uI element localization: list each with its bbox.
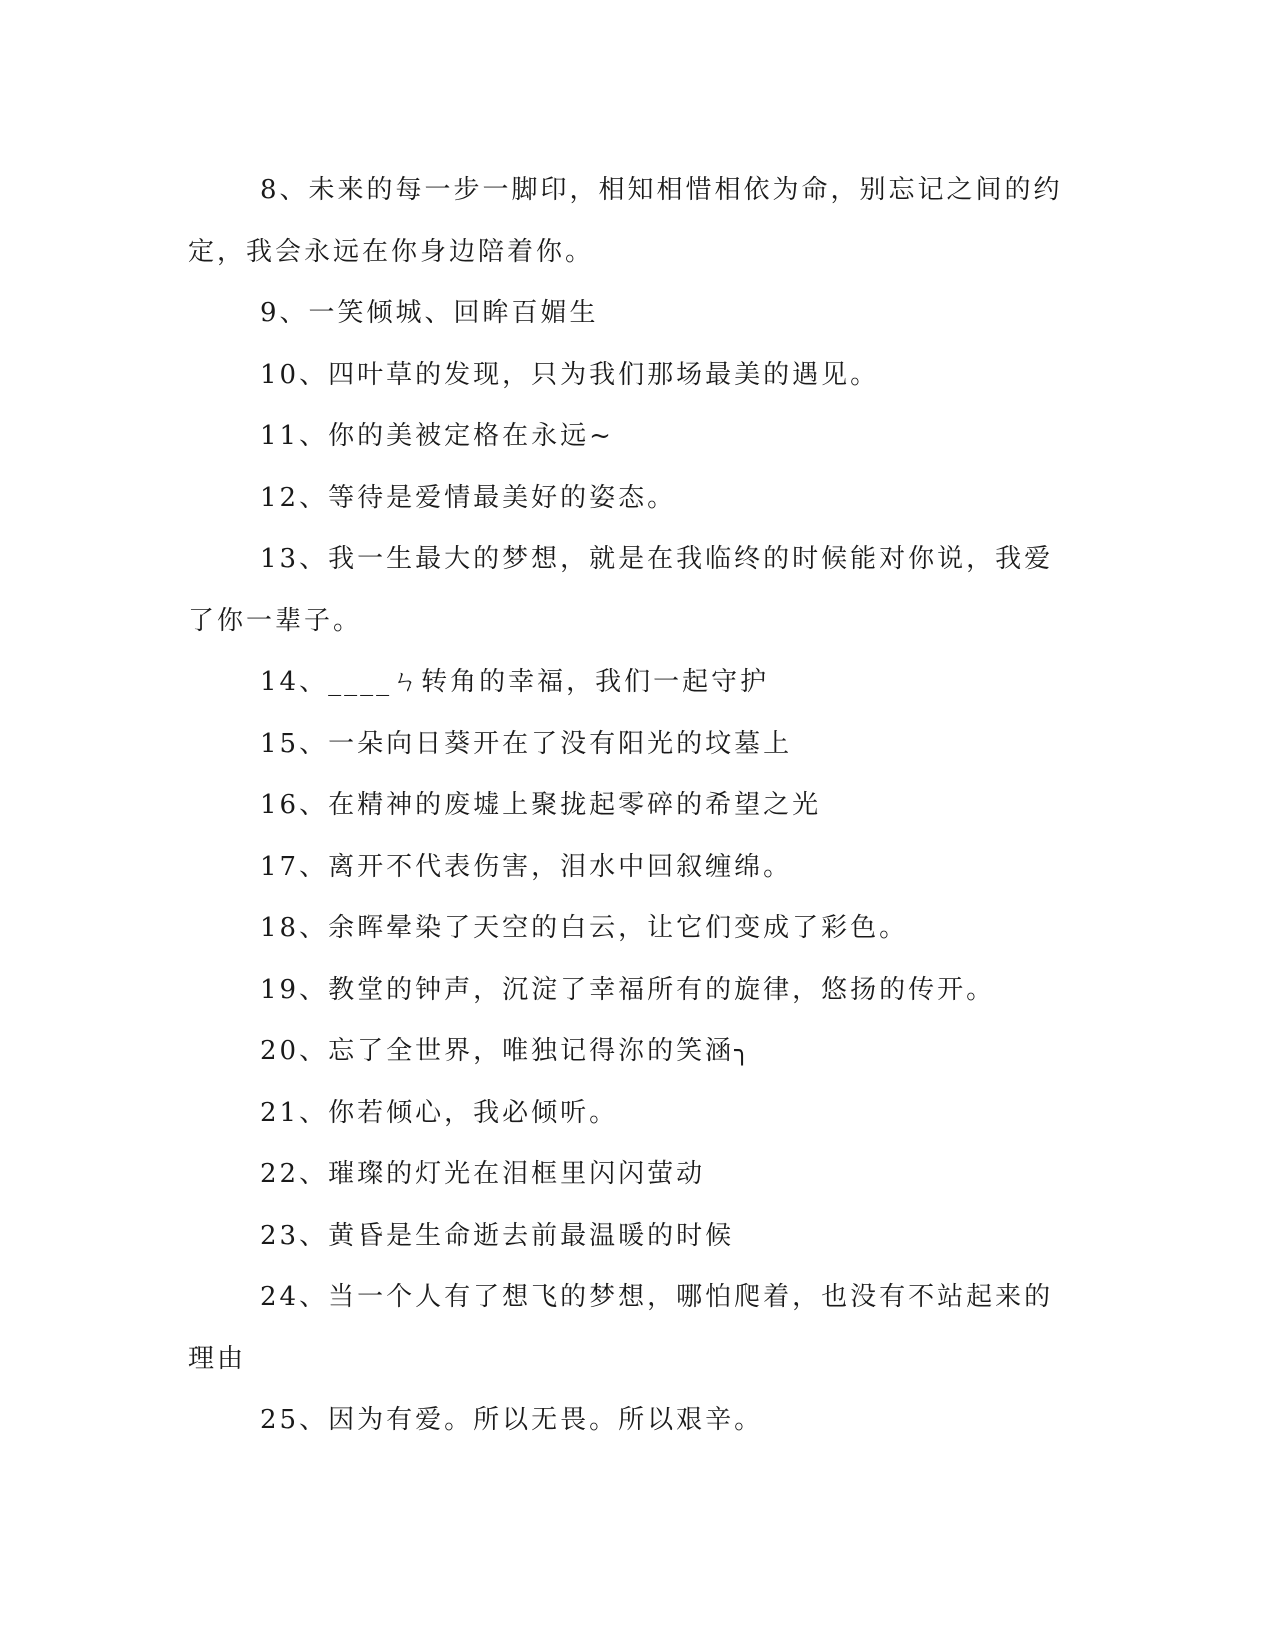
paragraph-10: 10、四叶草的发现，只为我们那场最美的遇见。 <box>260 359 880 390</box>
paragraph-24: 24、当一个人有了想飞的梦想，哪怕爬着，也没有不站起来的理由 <box>188 1282 1054 1374</box>
paragraph-23: 23、黄昏是生命逝去前最温暖的时候 <box>260 1220 735 1251</box>
paragraph-17: 17、离开不代表伤害，泪水中回叙缠绵。 <box>260 851 793 882</box>
paragraph-22: 22、璀璨的灯光在泪框里闪闪萤动 <box>260 1159 706 1189</box>
paragraph-15: 15、一朵向日葵开在了没有阳光的坟墓上 <box>260 728 793 759</box>
paragraph-25: 25、因为有爱。所以无畏。所以艰辛。 <box>260 1405 764 1435</box>
document-body <box>188 160 1068 1452</box>
paragraph-13: 13、我一生最大的梦想，就是在我临终的时候能对你说，我爱了你一辈子。 <box>188 544 1054 636</box>
paragraph-14: 14、____ㄣ转角的幸福，我们一起守护 <box>260 667 770 697</box>
paragraph-20: 20、忘了全世界，唯独记得沵的笑涵╮ <box>260 1036 753 1066</box>
paragraph-11: 11、你的美被定格在永远~ <box>260 421 614 451</box>
paragraph-9: 9、一笑倾城、回眸百媚生 <box>260 298 599 328</box>
paragraph-12: 12、等待是爱情最美好的姿态。 <box>260 482 677 513</box>
paragraph-18: 18、余晖晕染了天空的白云，让它们变成了彩色。 <box>260 913 909 943</box>
paragraph-19: 19、教堂的钟声，沉淀了幸福所有的旋律，悠扬的传开。 <box>260 974 996 1005</box>
paragraph-16: 16、在精神的废墟上聚拢起零碎的希望之光 <box>260 790 822 820</box>
paragraph-8: 8、未来的每一步一脚印，相知相惜相依为命，别忘记之间的约定，我会永远在你身边陪着你。 <box>188 175 1063 267</box>
paragraph-21: 21、你若倾心，我必倾听。 <box>260 1097 619 1128</box>
